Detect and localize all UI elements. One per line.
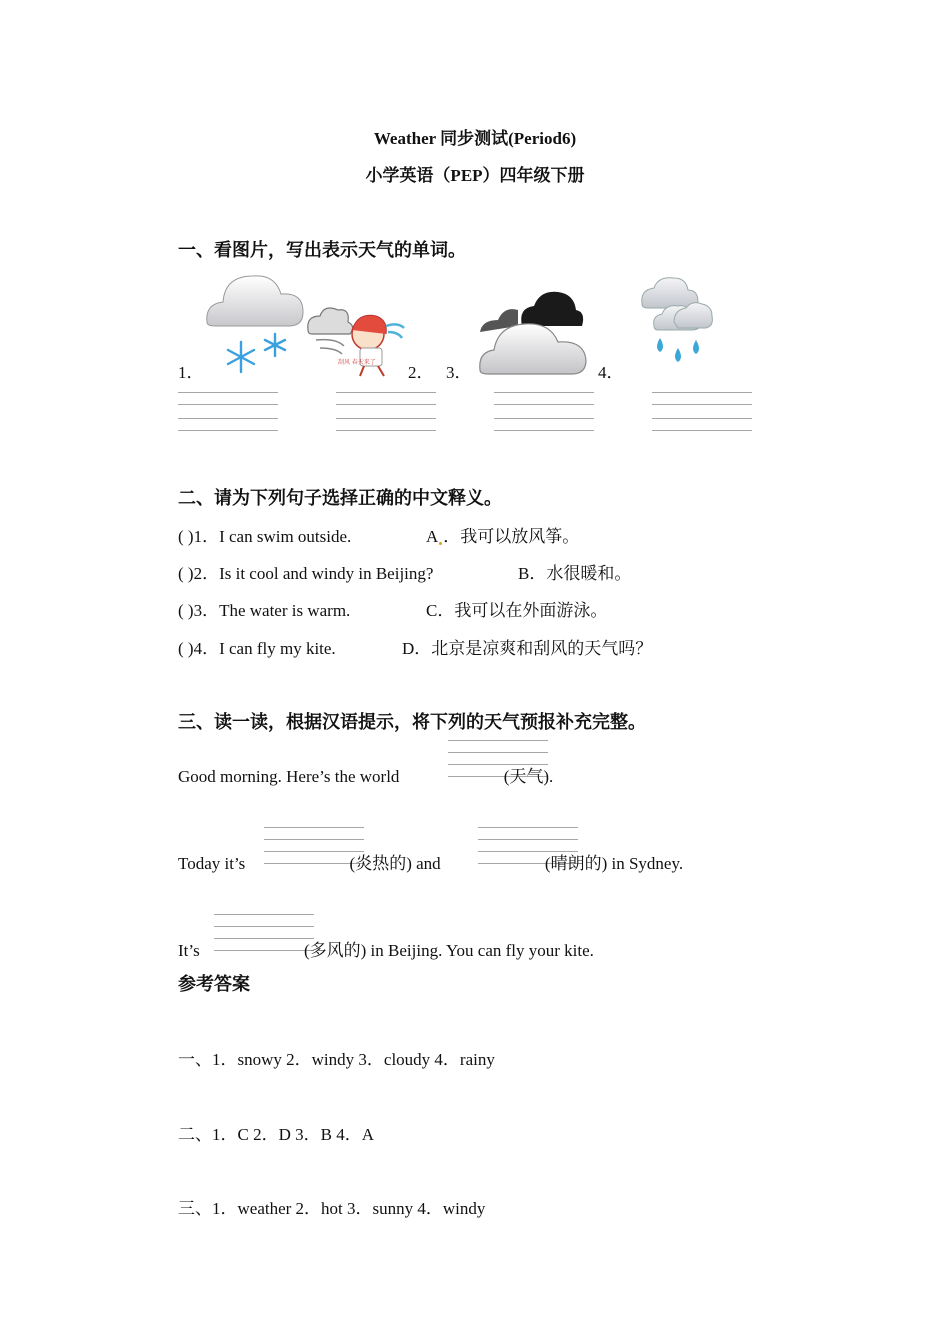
option-text: 我可以在外面游泳。 (454, 601, 608, 620)
answer-lines-4[interactable] (652, 392, 752, 434)
snow-cloud-icon (203, 270, 305, 376)
wind-girl-icon (302, 302, 406, 378)
answer-paren[interactable]: ( ) (178, 564, 194, 583)
option-b: B．水很暖和。 (518, 564, 632, 583)
option-a: A ．我可以放风筝。 (426, 527, 580, 546)
option-d: D．北京是凉爽和刮风的天气吗？ (402, 639, 653, 658)
page-title: Weather 同步测试(Period6) (373, 129, 577, 148)
answer-line-1: 一、1．snowy 2．windy 3．cloudy 4．rainy (178, 1050, 495, 1069)
section2-row-4 (178, 634, 336, 659)
section3-line-3 (178, 936, 594, 961)
page-subtitle: 小学英语（PEP）四年级下册 (365, 166, 585, 185)
row-sentence: I can swim outside. (219, 527, 352, 546)
section3-line-2 (178, 849, 683, 874)
row-sentence: The water is warm. (219, 601, 351, 620)
section3-line-1 (178, 762, 553, 787)
section2-row-2 (178, 559, 433, 584)
hint-text-2: (晴朗的) in Sydney. (544, 854, 684, 873)
hint-text: (天气). (503, 767, 554, 786)
option-letter: B (518, 564, 530, 583)
cloudy-icon (474, 286, 592, 378)
answer-paren[interactable]: ( ) (178, 601, 194, 620)
item-4-number: 4． (598, 363, 624, 382)
dot-mark (439, 542, 442, 545)
answer-lines-3[interactable] (494, 392, 594, 434)
option-letter: A (426, 527, 439, 546)
hint-text-1: (炎热的) and (349, 854, 445, 873)
line-text: It’s (178, 941, 204, 960)
answer-paren[interactable]: ( ) (178, 639, 194, 658)
line-text: Today it’s (178, 854, 250, 873)
row-number: 2． (193, 564, 220, 583)
section1-heading: 一、看图片，写出表示天气的单词。 (178, 240, 466, 260)
answer-line-3: 三、1．weather 2．hot 3．sunny 4．windy (178, 1199, 486, 1218)
answer-line-2: 二、1．C 2．D 3．B 4．A (178, 1125, 374, 1144)
section3-heading: 三、读一读，根据汉语提示，将下列的天气预报补充完整。 (178, 712, 646, 732)
rain-cloud-icon (638, 274, 718, 374)
answer-lines-1[interactable] (178, 392, 278, 434)
row-number: 3． (193, 601, 220, 620)
option-text: 我可以放风筝。 (460, 527, 580, 546)
item-2-number: 2． (408, 363, 434, 382)
section2-row-3 (178, 596, 350, 621)
hint-text: (多风的) in Beijing. You can fly your kite. (303, 941, 594, 960)
option-c: C．我可以在外面游泳。 (426, 601, 608, 620)
option-letter: D (402, 639, 415, 658)
line-text: Good morning. Here’s the world (178, 767, 404, 786)
wind-card-text: 刮风 春天来了 (338, 359, 376, 366)
row-number: 1． (193, 527, 220, 546)
answers-heading: 参考答案 (178, 974, 250, 994)
row-number: 4． (193, 639, 220, 658)
row-sentence: I can fly my kite. (219, 639, 336, 658)
option-letter: C (426, 601, 438, 620)
section2-heading: 二、请为下列句子选择正确的中文释义。 (178, 488, 502, 508)
item-3-number: 3． (446, 363, 472, 382)
row-sentence: Is it cool and windy in Beijing? (219, 564, 434, 583)
answer-lines-2[interactable] (336, 392, 436, 434)
option-text: 北京是凉爽和刮风的天气吗？ (431, 639, 653, 658)
section2-row-1 (178, 522, 351, 547)
option-text: 水很暖和。 (546, 564, 632, 583)
item-1-number: 1． (178, 363, 204, 382)
answer-paren[interactable]: ( ) (178, 527, 194, 546)
